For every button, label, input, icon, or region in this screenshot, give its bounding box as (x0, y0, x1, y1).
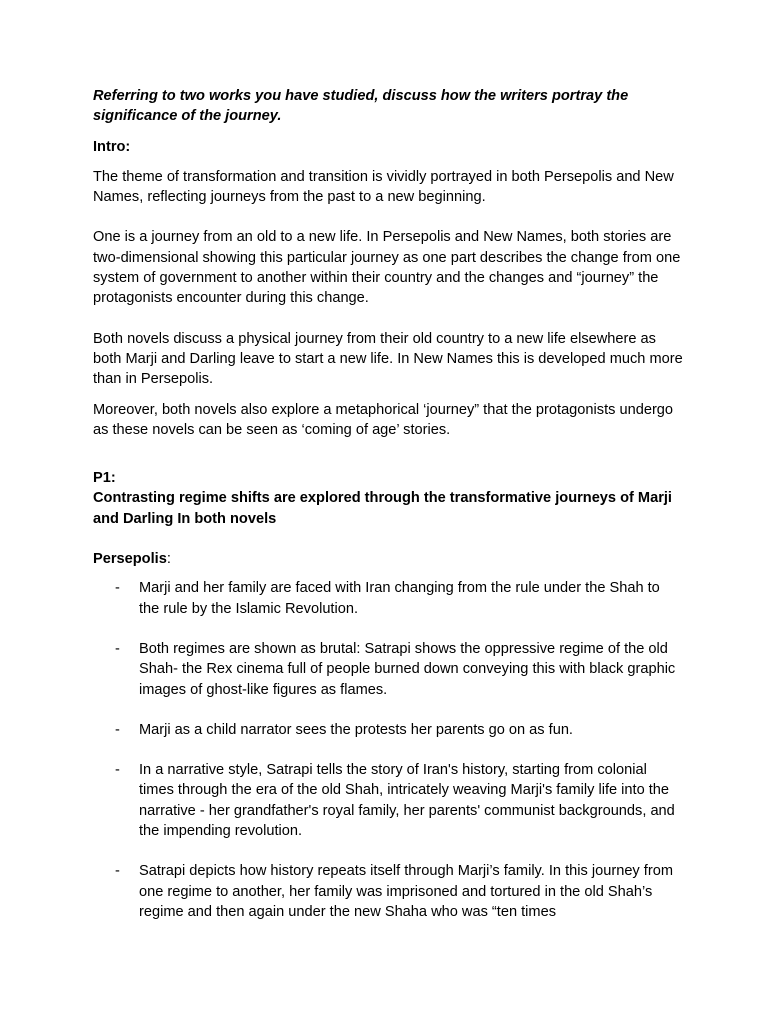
intro-paragraph-3: Both novels discuss a physical journey from their old country to a new life elsewhere as both Marji and Darling leave to start a new life. In New Names this is developed much more than in Persepolis. (93, 330, 683, 388)
list-item-text: Marji as a child narrator sees the protests her parents go on as fun. (139, 721, 573, 738)
document-page (93, 86, 683, 922)
list-item (93, 760, 683, 841)
list-item-text: Marji and her family are faced with Iran changing from the rule under the Shah to the rule by the Islamic Revolution. (139, 580, 660, 617)
list-item-text: In a narrative style, Satrapi tells the story of Iran's history, starting from colonial times through the era of the old Shah, intricately weaving Marji's family life into the narrative - her grandfather's royal family, her parents' communist backgrounds, and the impending revolution. (139, 762, 675, 840)
dash-bullet: - (115, 721, 120, 738)
list-item-text: Both regimes are shown as brutal: Satrapi shows the oppressive regime of the old Shah- the Rex cinema full of people burned down conveying this with black graphic images of ghost-like figures as flames. (139, 640, 676, 698)
persepolis-bullet-list (93, 578, 683, 922)
dash-bullet: - (115, 580, 120, 597)
persepolis-heading-line (93, 549, 683, 569)
list-item (93, 861, 683, 922)
p1-label: P1: (93, 470, 116, 487)
dash-bullet: - (115, 863, 120, 880)
essay-question: Referring to two works you have studied, discuss how the writers portray the significance of the journey. (93, 88, 629, 125)
list-item (93, 720, 683, 740)
persepolis-heading: Persepolis (93, 551, 167, 568)
intro-paragraph-4: Moreover, both novels also explore a metaphorical ‘journey” that the protagonists undergo as these novels can be seen as ‘coming of age’ stories. (93, 401, 674, 438)
intro-paragraph-1: The theme of transformation and transition is vividly portrayed in both Persepolis and New Names, reflecting journeys from the past to a new beginning. (93, 168, 674, 206)
intro-paragraph-2: One is a journey from an old to a new life. In Persepolis and New Names, both stories are two-dimensional showing this particular journey as one part describes the change from one system of government to another within their country and the changes and “journey” the protagonists encounter during this change. (93, 229, 681, 307)
dash-bullet: - (115, 762, 120, 779)
dash-bullet: - (115, 640, 120, 657)
p1-heading: Contrasting regime shifts are explored through the transformative journeys of Marji and Darling In both novels (93, 490, 672, 527)
list-item (93, 578, 683, 619)
list-item-text: Satrapi depicts how history repeats itself through Marji’s family. In this journey from one regime to another, her family was imprisoned and tortured in the old Shah’s regime and then again under the new Shaha who was “ten times (139, 863, 673, 920)
list-item (93, 639, 683, 700)
persepolis-heading-colon: : (166, 551, 171, 568)
intro-heading: Intro: (93, 138, 131, 155)
